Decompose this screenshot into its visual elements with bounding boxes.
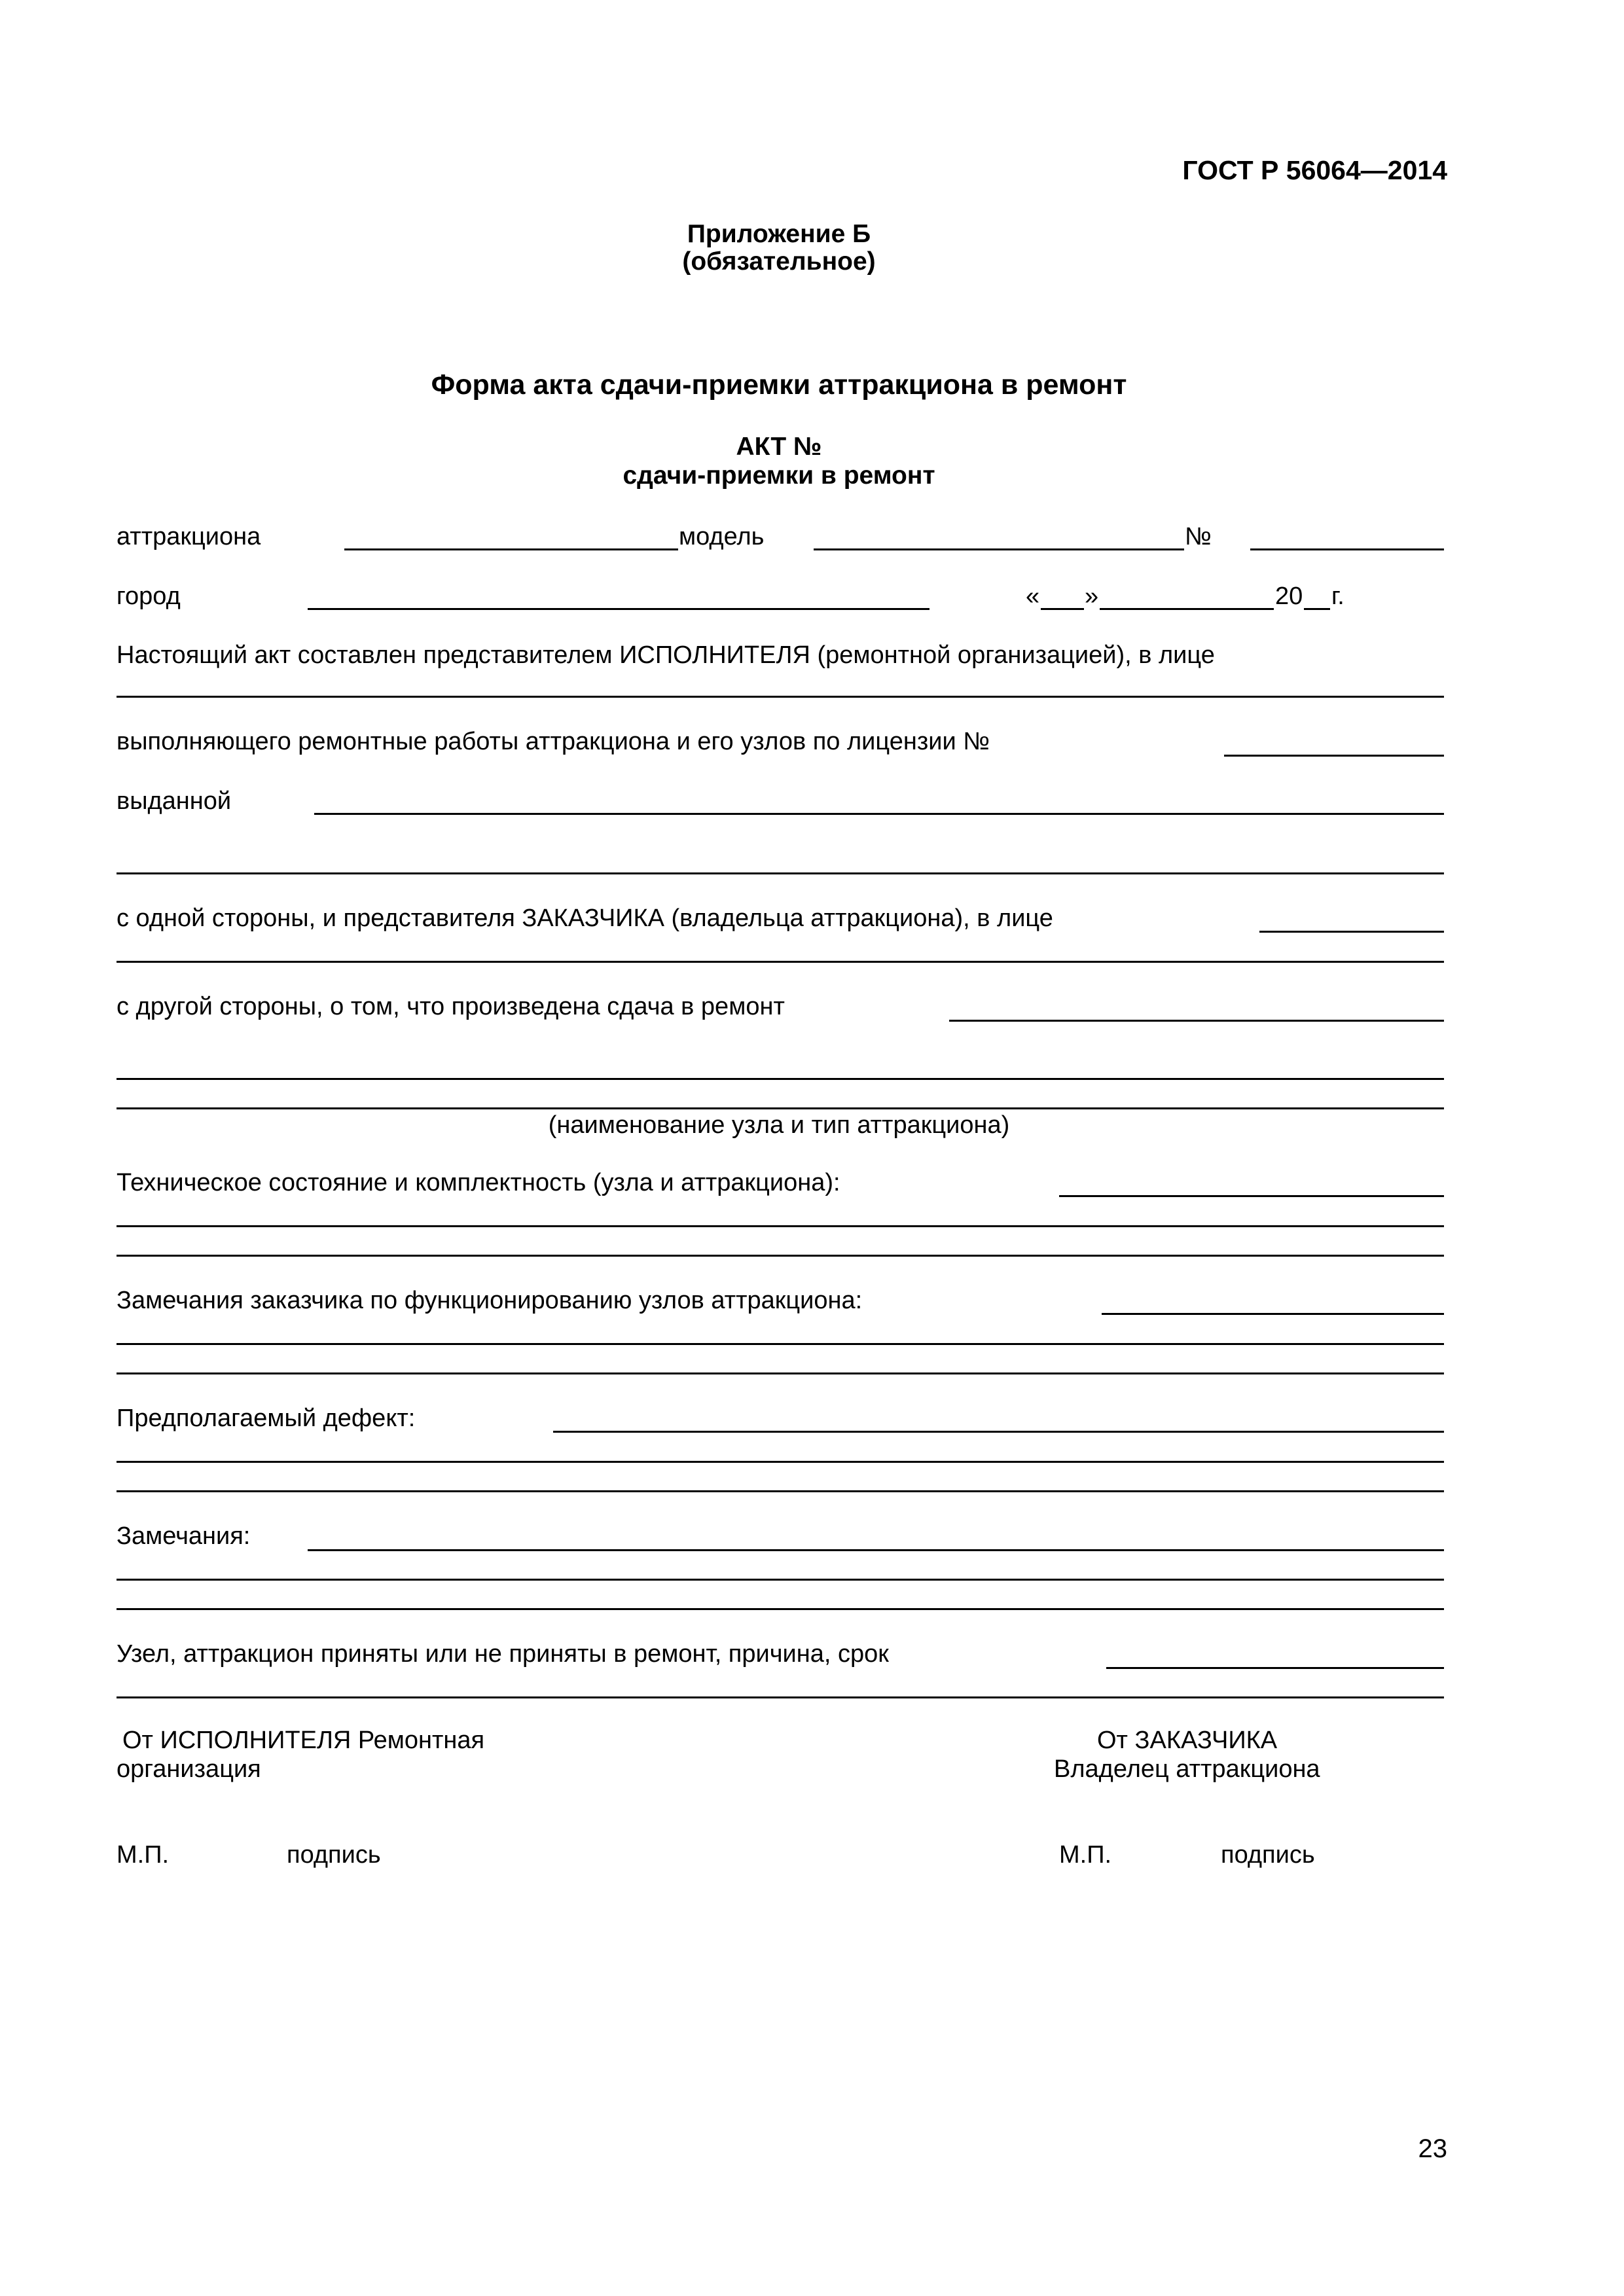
condition-label: Техническое состояние и комплектность (узла и аттракциона): — [117, 1169, 840, 1196]
model-label: модель — [679, 523, 765, 550]
customer-signature-heading-2: Владелец аттракциона — [1054, 1755, 1320, 1783]
handover-text: с другой стороны, о том, что произведена сдача в ремонт — [117, 993, 785, 1020]
attraction-label: аттракциона — [117, 523, 261, 550]
customer-representative-field[interactable] — [1259, 931, 1444, 933]
customer-remarks-line-3[interactable] — [117, 1372, 1444, 1374]
remarks-line-2[interactable] — [117, 1579, 1444, 1581]
remarks-line-3[interactable] — [117, 1608, 1444, 1610]
acceptance-line-2[interactable] — [117, 1696, 1444, 1698]
license-number-field[interactable] — [1224, 755, 1444, 757]
condition-line-3[interactable] — [117, 1255, 1444, 1257]
page-number: 23 — [1418, 2134, 1447, 2163]
issued-label: выданной — [117, 787, 232, 815]
act-subtitle: сдачи-приемки в ремонт — [623, 461, 935, 490]
issued-field-continuation[interactable] — [117, 872, 1444, 874]
unit-caption: (наименование узла и тип аттракциона) — [548, 1111, 1010, 1139]
customer-signature-heading: От ЗАКАЗЧИКА — [1097, 1727, 1278, 1754]
contractor-signature-heading: От ИСПОЛНИТЕЛЯ Ремонтная — [122, 1727, 485, 1754]
number-label: № — [1185, 523, 1212, 550]
city-label: город — [117, 583, 181, 610]
date-day-field[interactable] — [1041, 608, 1084, 610]
appendix-label: Приложение Б — [687, 220, 871, 248]
customer-remarks-field[interactable] — [1102, 1313, 1444, 1315]
condition-field[interactable] — [1059, 1195, 1444, 1197]
acceptance-text: Узел, аттракцион приняты или не приняты в ремонт, причина, срок — [117, 1640, 889, 1668]
condition-line-2[interactable] — [117, 1225, 1444, 1227]
customer-stamp-label: М.П. — [1059, 1841, 1112, 1869]
remarks-field[interactable] — [308, 1549, 1444, 1551]
contractor-stamp-label: М.П. — [117, 1841, 170, 1869]
customer-remarks-line-2[interactable] — [117, 1343, 1444, 1345]
date-month-field[interactable] — [1100, 608, 1274, 610]
year-prefix: 20 — [1275, 583, 1303, 610]
defect-label: Предполагаемый дефект: — [117, 1405, 416, 1432]
handover-field[interactable] — [949, 1020, 1444, 1022]
year-suffix: г. — [1331, 583, 1344, 610]
standard-designation: ГОСТ Р 56064—2014 — [1182, 155, 1447, 185]
act-title: АКТ № — [736, 433, 822, 461]
appendix-type: (обязательное) — [682, 247, 876, 276]
defect-field[interactable] — [553, 1431, 1444, 1433]
date-open-quote: « — [1026, 583, 1040, 610]
issued-field[interactable] — [314, 813, 1444, 815]
remarks-label: Замечания: — [117, 1522, 251, 1550]
contractor-representative-field[interactable] — [117, 696, 1444, 698]
handover-line-3[interactable] — [117, 1107, 1444, 1109]
contractor-signature-heading-2: организация — [117, 1755, 261, 1783]
city-field[interactable] — [308, 608, 929, 610]
date-year-field[interactable] — [1304, 608, 1330, 610]
handover-line-2[interactable] — [117, 1078, 1444, 1080]
number-field[interactable] — [1250, 548, 1444, 550]
customer-text: с одной стороны, и представителя ЗАКАЗЧИКА (владельца аттракциона), в лице — [117, 905, 1053, 932]
acceptance-field[interactable] — [1106, 1667, 1444, 1669]
defect-line-3[interactable] — [117, 1490, 1444, 1492]
customer-remarks-label: Замечания заказчика по функционированию узлов аттракциона: — [117, 1287, 863, 1314]
attraction-field[interactable] — [344, 548, 678, 550]
form-title: Форма акта сдачи-приемки аттракциона в ремонт — [431, 369, 1127, 401]
contractor-signature-label: подпись — [287, 1841, 381, 1869]
date-close-quote: » — [1085, 583, 1099, 610]
customer-representative-continuation[interactable] — [117, 961, 1444, 963]
defect-line-2[interactable] — [117, 1461, 1444, 1463]
intro-text: Настоящий акт составлен представителем ИСПОЛНИТЕЛЯ (ремонтной организацией), в лице — [117, 641, 1215, 669]
customer-signature-label: подпись — [1221, 1841, 1315, 1869]
model-field[interactable] — [814, 548, 1184, 550]
license-text: выполняющего ремонтные работы аттракциона и его узлов по лицензии № — [117, 728, 990, 755]
